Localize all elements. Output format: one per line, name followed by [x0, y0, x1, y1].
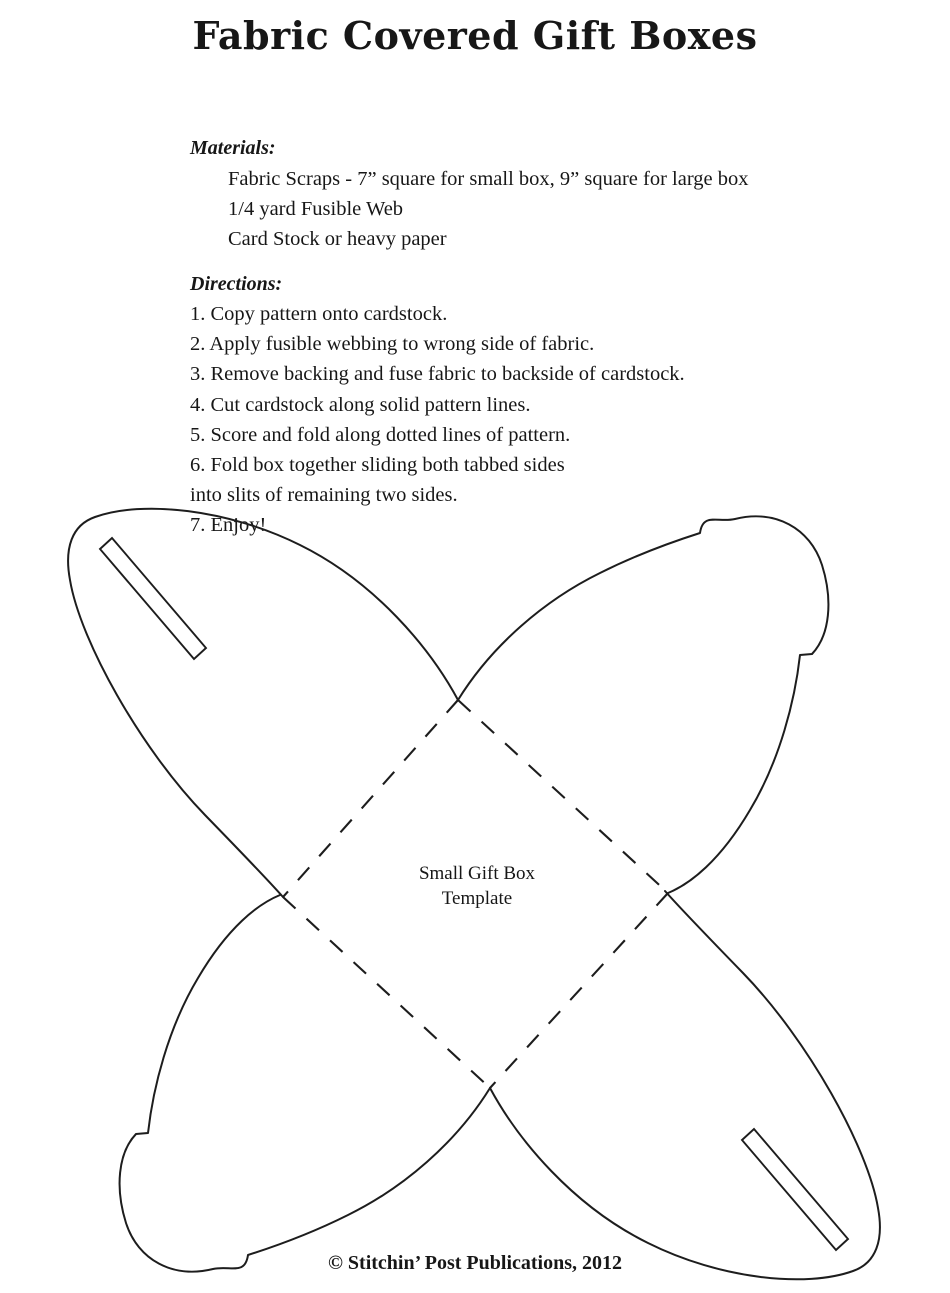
fold-line-top-right: [458, 700, 668, 893]
instructions-block: [190, 136, 890, 540]
materials-item: Card Stock or heavy paper: [228, 228, 447, 251]
petal-top-left-cut-outline: [68, 509, 458, 897]
copyright-footer: © Stitchin’ Post Publications, 2012: [327, 1252, 623, 1274]
slit-top-left: [100, 538, 206, 659]
slit-bottom-right: [742, 1129, 848, 1250]
direction-step: into slits of remaining two sides.: [190, 483, 458, 506]
template-label-line1: Small Gift Box: [418, 863, 536, 884]
direction-step: 3. Remove backing and fuse fabric to backside of cardstock.: [190, 363, 685, 386]
fold-line-bottom-left: [283, 897, 490, 1088]
direction-step: 6. Fold box together sliding both tabbed sides: [190, 453, 565, 476]
direction-step: 7. Enjoy!: [190, 514, 267, 537]
direction-step: 1. Copy pattern onto cardstock.: [190, 303, 448, 326]
materials-item: Fabric Scraps - 7” square for small box, 9” square for large box: [228, 167, 749, 190]
fold-line-bottom-right: [490, 893, 668, 1088]
direction-step: 5. Score and fold along dotted lines of pattern.: [190, 423, 571, 446]
page-title: Fabric Covered Gift Boxes: [192, 13, 758, 58]
materials-heading: Materials:: [190, 137, 276, 159]
direction-step: 4. Cut cardstock along solid pattern lines.: [190, 393, 531, 416]
direction-step: 2. Apply fusible webbing to wrong side of fabric.: [190, 333, 595, 356]
template-label-line2: Template: [441, 888, 513, 909]
petal-bottom-left-cut-outline: [120, 895, 490, 1272]
directions-heading: Directions:: [190, 272, 283, 295]
petal-top-right-cut-outline: [458, 516, 828, 893]
fold-line-top-left: [283, 700, 458, 897]
petal-bottom-right-cut-outline: [490, 891, 880, 1279]
materials-item: 1/4 yard Fusible Web: [228, 197, 404, 220]
